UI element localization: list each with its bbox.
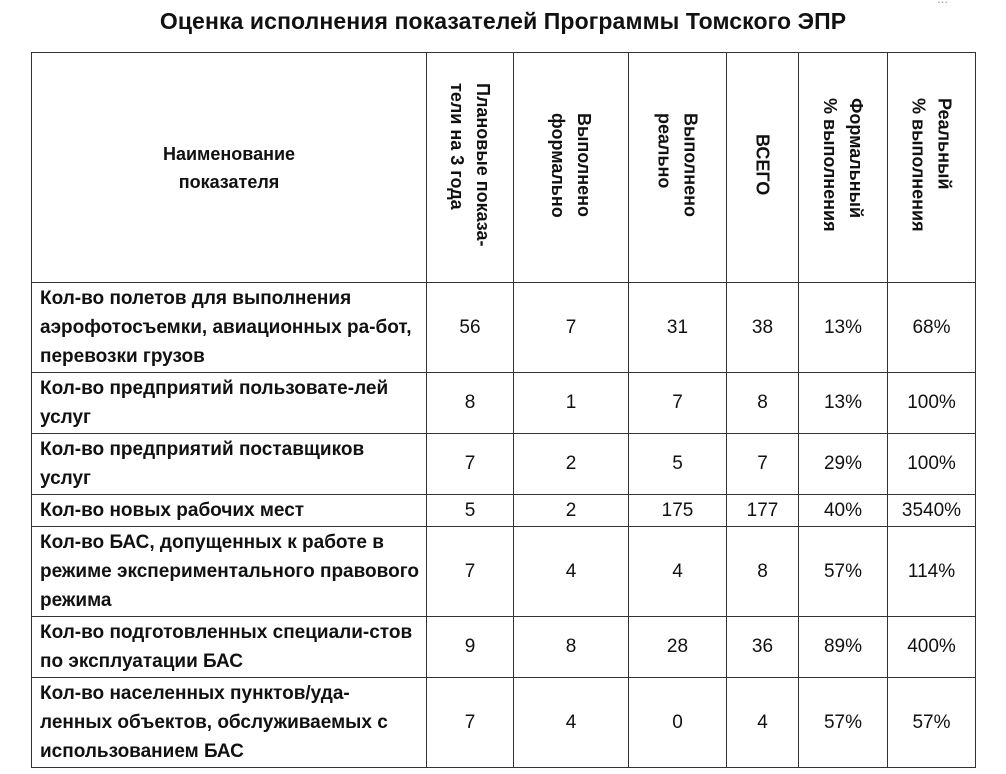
indicator-name: Кол-во предприятий пользовате-лей услуг bbox=[32, 373, 427, 434]
header-real-pct bbox=[888, 53, 976, 283]
indicator-name: Кол-во БАС, допущенных к работе в режиме экспериментального правового режима bbox=[32, 527, 427, 617]
cell-plan: 56 bbox=[427, 283, 514, 373]
header-plan bbox=[427, 53, 514, 283]
cell-formal-pct: 13% bbox=[799, 283, 888, 373]
cell-real-pct: 68% bbox=[888, 283, 976, 373]
indicator-name: Кол-во полетов для выполнения аэрофотосъемки, авиационных ра-бот, перевозки грузов bbox=[32, 283, 427, 373]
cell-real: 175 bbox=[629, 495, 727, 527]
cell-total: 7 bbox=[727, 434, 799, 495]
table-row bbox=[32, 283, 976, 373]
cell-formal: 1 bbox=[514, 373, 629, 434]
header-formal-pct bbox=[799, 53, 888, 283]
cell-total: 4 bbox=[727, 678, 799, 768]
cell-real: 28 bbox=[629, 617, 727, 678]
cell-formal-pct: 57% bbox=[799, 678, 888, 768]
header-real-done bbox=[629, 53, 727, 283]
table-row bbox=[32, 373, 976, 434]
cell-total: 38 bbox=[727, 283, 799, 373]
cell-formal: 2 bbox=[514, 495, 629, 527]
corner-label bbox=[937, 0, 948, 6]
cell-real: 5 bbox=[629, 434, 727, 495]
cell-formal-pct: 89% bbox=[799, 617, 888, 678]
cell-total: 36 bbox=[727, 617, 799, 678]
cell-plan: 8 bbox=[427, 373, 514, 434]
indicator-name: Кол-во предприятий поставщиков услуг bbox=[32, 434, 427, 495]
table-row bbox=[32, 617, 976, 678]
cell-total: 8 bbox=[727, 373, 799, 434]
indicators-table bbox=[31, 52, 976, 768]
cell-real-pct: 114% bbox=[888, 527, 976, 617]
header-formal-done bbox=[514, 53, 629, 283]
cell-real: 31 bbox=[629, 283, 727, 373]
header-name-text: Наименование показателя bbox=[162, 143, 296, 192]
page-title: Оценка исполнения показателей Программы Томского ЭПР bbox=[159, 8, 847, 34]
cell-real-pct: 100% bbox=[888, 373, 976, 434]
cell-formal: 2 bbox=[514, 434, 629, 495]
cell-formal-pct: 40% bbox=[799, 495, 888, 527]
cell-formal: 8 bbox=[514, 617, 629, 678]
cell-formal: 4 bbox=[514, 527, 629, 617]
table-row bbox=[32, 527, 976, 617]
cell-plan: 5 bbox=[427, 495, 514, 527]
indicator-name: Кол-во подготовленных специали-стов по эксплуатации БАС bbox=[32, 617, 427, 678]
header-formal-done-text: Выполнено формально bbox=[548, 112, 594, 218]
header-real-pct-text: Реальный % выполнения bbox=[908, 98, 955, 232]
cell-formal-pct: 29% bbox=[799, 434, 888, 495]
cell-real-pct: 400% bbox=[888, 617, 976, 678]
cell-plan: 7 bbox=[427, 678, 514, 768]
cell-real: 7 bbox=[629, 373, 727, 434]
cell-real: 0 bbox=[629, 678, 727, 768]
cell-real-pct: 57% bbox=[888, 678, 976, 768]
header-total-text: ВСЕГО bbox=[752, 134, 773, 196]
cell-total: 177 bbox=[727, 495, 799, 527]
cell-plan: 7 bbox=[427, 527, 514, 617]
table-row bbox=[32, 495, 976, 527]
cell-real: 4 bbox=[629, 527, 727, 617]
cell-plan: 9 bbox=[427, 617, 514, 678]
header-plan-text: Плановые показа- тели на 3 года bbox=[447, 83, 493, 247]
header-formal-pct-text: Формальный % выполнения bbox=[820, 98, 866, 232]
cell-formal-pct: 13% bbox=[799, 373, 888, 434]
header-real-done-text: Выполнено реально bbox=[654, 113, 701, 217]
cell-formal: 4 bbox=[514, 678, 629, 768]
cell-formal-pct: 57% bbox=[799, 527, 888, 617]
indicator-name: Кол-во населенных пунктов/уда-ленных объектов, обслуживаемых с использованием БАС bbox=[32, 678, 427, 768]
indicator-name: Кол-во новых рабочих мест bbox=[32, 495, 427, 527]
cell-real-pct: 3540% bbox=[888, 495, 976, 527]
table-row bbox=[32, 678, 976, 768]
cell-real-pct: 100% bbox=[888, 434, 976, 495]
header-row bbox=[32, 53, 976, 283]
header-total bbox=[727, 53, 799, 283]
header-name bbox=[32, 53, 427, 283]
table-row bbox=[32, 434, 976, 495]
cell-total: 8 bbox=[727, 527, 799, 617]
cell-plan: 7 bbox=[427, 434, 514, 495]
cell-formal: 7 bbox=[514, 283, 629, 373]
